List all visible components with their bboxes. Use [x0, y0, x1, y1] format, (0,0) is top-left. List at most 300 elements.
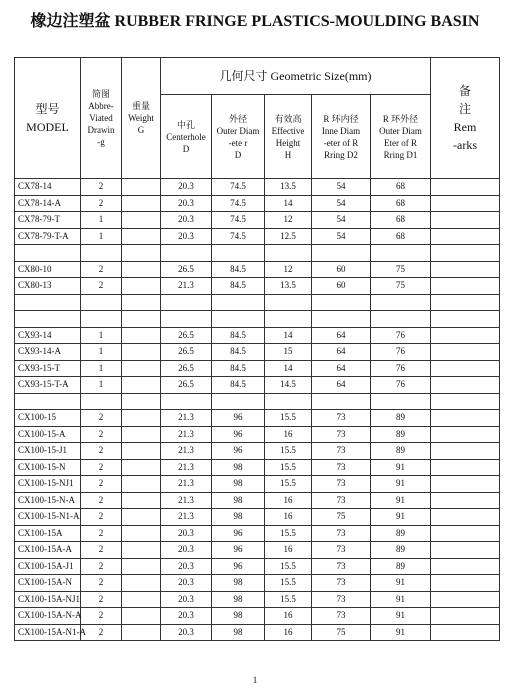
cell-center: [161, 294, 212, 311]
table-row: [15, 344, 500, 361]
cell-d1: 76: [371, 327, 431, 344]
cell-d2: 73: [312, 476, 371, 493]
cell-d2: 60: [312, 261, 371, 278]
header-outer-r-sym: Rring D1: [383, 149, 418, 160]
cell-center: 20.3: [161, 228, 212, 245]
cell-d1: 91: [371, 624, 431, 641]
cell-d2: 54: [312, 212, 371, 229]
cell-remarks: [431, 558, 500, 575]
table-row: [15, 542, 500, 559]
cell-d1: 89: [371, 410, 431, 427]
cell-d1: 68: [371, 212, 431, 229]
header-inner-r-cn: R 环内径: [323, 113, 359, 124]
cell-center: 20.3: [161, 608, 212, 625]
cell-outer: [212, 311, 265, 328]
cell-weight: [122, 212, 161, 229]
cell-d1: 91: [371, 591, 431, 608]
cell-d2: [312, 393, 371, 410]
cell-center: 26.5: [161, 377, 212, 394]
cell-weight: [122, 558, 161, 575]
header-remarks-cn-2: 注: [458, 102, 471, 116]
cell-height: 12: [265, 212, 312, 229]
cell-d2: 73: [312, 410, 371, 427]
table-row-blank: [15, 311, 500, 328]
cell-drawing: 2: [81, 459, 122, 476]
cell-d2: 73: [312, 492, 371, 509]
cell-remarks: [431, 228, 500, 245]
cell-remarks: [431, 311, 500, 328]
cell-model: CX100-15-N-A: [15, 492, 81, 509]
cell-model: CX100-15-N: [15, 459, 81, 476]
header-outer-r-cn: R 环外径: [382, 113, 419, 124]
cell-remarks: [431, 195, 500, 212]
table-row: [15, 575, 500, 592]
cell-outer: [212, 393, 265, 410]
cell-drawing: [81, 311, 122, 328]
cell-outer: 98: [212, 591, 265, 608]
header-drawing-cn: 简图: [91, 89, 110, 99]
table-row: [15, 459, 500, 476]
cell-remarks: [431, 344, 500, 361]
header-weight-cn: 重量: [131, 101, 150, 111]
cell-model: CX100-15-NJ1: [15, 476, 81, 493]
header-remarks: [431, 58, 500, 179]
cell-center: 21.3: [161, 426, 212, 443]
cell-drawing: 1: [81, 228, 122, 245]
cell-outer: 98: [212, 575, 265, 592]
cell-center: 21.3: [161, 492, 212, 509]
cell-weight: [122, 344, 161, 361]
table-body: [15, 179, 500, 641]
header-geometric-size: 几何尺寸 Geometric Size(mm): [161, 58, 431, 95]
cell-remarks: [431, 525, 500, 542]
cell-height: 12: [265, 261, 312, 278]
cell-weight: [122, 492, 161, 509]
header-centerhole-sym: D: [182, 143, 190, 154]
page-number: 1: [252, 675, 258, 685]
cell-center: 20.3: [161, 542, 212, 559]
header-drawing-en-1: Abbre-: [88, 101, 114, 111]
cell-model: CX100-15-J1: [15, 443, 81, 460]
table-row: [15, 377, 500, 394]
cell-height: 14: [265, 195, 312, 212]
table-row: [15, 360, 500, 377]
cell-center: [161, 311, 212, 328]
cell-remarks: [431, 591, 500, 608]
header-drawing: [81, 58, 122, 179]
table-row: [15, 509, 500, 526]
cell-d1: 68: [371, 228, 431, 245]
cell-height: 15: [265, 344, 312, 361]
cell-height: 16: [265, 624, 312, 641]
cell-d1: 91: [371, 459, 431, 476]
table-row: [15, 195, 500, 212]
cell-outer: 74.5: [212, 212, 265, 229]
cell-remarks: [431, 608, 500, 625]
header-height-sym: H: [284, 149, 292, 160]
table-row: [15, 278, 500, 295]
cell-model: [15, 245, 81, 262]
cell-drawing: 2: [81, 443, 122, 460]
cell-weight: [122, 509, 161, 526]
cell-height: 15.5: [265, 443, 312, 460]
header-drawing-en-3: Drawin: [87, 125, 115, 135]
header-outer-cn: 外径: [228, 113, 247, 124]
cell-d1: 89: [371, 558, 431, 575]
cell-remarks: [431, 294, 500, 311]
cell-height: 14.5: [265, 377, 312, 394]
cell-weight: [122, 179, 161, 196]
cell-d1: 89: [371, 542, 431, 559]
cell-center: 21.3: [161, 443, 212, 460]
cell-d2: 73: [312, 542, 371, 559]
cell-remarks: [431, 393, 500, 410]
cell-d2: 73: [312, 575, 371, 592]
cell-outer: 74.5: [212, 228, 265, 245]
cell-remarks: [431, 278, 500, 295]
table-row: [15, 443, 500, 460]
cell-drawing: 2: [81, 410, 122, 427]
cell-center: [161, 245, 212, 262]
cell-outer: 98: [212, 624, 265, 641]
cell-remarks: [431, 542, 500, 559]
cell-drawing: 2: [81, 476, 122, 493]
cell-model: CX100-15-N1-A: [15, 509, 81, 526]
cell-model: [15, 294, 81, 311]
cell-drawing: 2: [81, 261, 122, 278]
cell-outer: 84.5: [212, 360, 265, 377]
cell-remarks: [431, 509, 500, 526]
cell-height: [265, 294, 312, 311]
cell-remarks: [431, 575, 500, 592]
cell-d1: 68: [371, 179, 431, 196]
cell-outer: 98: [212, 509, 265, 526]
cell-d2: 73: [312, 558, 371, 575]
cell-weight: [122, 311, 161, 328]
cell-outer: 96: [212, 443, 265, 460]
cell-drawing: 2: [81, 558, 122, 575]
cell-drawing: 2: [81, 426, 122, 443]
cell-height: 13.5: [265, 179, 312, 196]
cell-remarks: [431, 410, 500, 427]
cell-weight: [122, 608, 161, 625]
spec-table: [14, 57, 500, 641]
table-row: [15, 410, 500, 427]
cell-weight: [122, 624, 161, 641]
cell-height: 16: [265, 542, 312, 559]
header-remarks-en-1: Rem: [453, 120, 477, 134]
cell-d2: 73: [312, 525, 371, 542]
header-weight-en-1: Weight: [128, 113, 154, 123]
cell-d2: 64: [312, 344, 371, 361]
cell-d2: 60: [312, 278, 371, 295]
header-weight-en-2: G: [137, 125, 145, 135]
cell-weight: [122, 228, 161, 245]
cell-drawing: 2: [81, 624, 122, 641]
table-row: [15, 591, 500, 608]
cell-model: CX93-15-T: [15, 360, 81, 377]
cell-d1: 75: [371, 278, 431, 295]
cell-d2: 73: [312, 591, 371, 608]
cell-weight: [122, 278, 161, 295]
cell-height: 15.5: [265, 558, 312, 575]
cell-drawing: 2: [81, 591, 122, 608]
cell-drawing: 1: [81, 377, 122, 394]
header-outer-diameter: [212, 95, 265, 179]
table-row-blank: [15, 393, 500, 410]
header-inner-r: [312, 95, 371, 179]
header-centerhole: [161, 95, 212, 179]
table-row: [15, 558, 500, 575]
cell-remarks: [431, 492, 500, 509]
cell-model: CX100-15A-N: [15, 575, 81, 592]
cell-outer: 74.5: [212, 195, 265, 212]
cell-center: 20.3: [161, 195, 212, 212]
header-effective-height: [265, 95, 312, 179]
cell-d1: 76: [371, 360, 431, 377]
header-model-cn: 型号: [35, 102, 60, 116]
cell-outer: 84.5: [212, 261, 265, 278]
table-row-blank: [15, 245, 500, 262]
cell-height: 16: [265, 509, 312, 526]
cell-model: CX100-15A-N1-A: [15, 624, 81, 641]
cell-d2: 75: [312, 624, 371, 641]
cell-remarks: [431, 377, 500, 394]
header-height-en-1: Effective: [271, 125, 305, 136]
cell-drawing: 2: [81, 525, 122, 542]
cell-outer: 84.5: [212, 327, 265, 344]
cell-center: 21.3: [161, 278, 212, 295]
cell-center: 20.3: [161, 575, 212, 592]
cell-d2: 64: [312, 360, 371, 377]
cell-d1: 91: [371, 492, 431, 509]
cell-d2: [312, 294, 371, 311]
table-row: [15, 327, 500, 344]
table-row: [15, 261, 500, 278]
cell-remarks: [431, 459, 500, 476]
cell-weight: [122, 476, 161, 493]
cell-height: 15.5: [265, 525, 312, 542]
cell-drawing: 1: [81, 360, 122, 377]
header-drawing-en-2: Viated: [89, 113, 113, 123]
cell-drawing: 2: [81, 509, 122, 526]
cell-outer: 84.5: [212, 278, 265, 295]
header-outer-r-en-1: Outer Diam: [379, 125, 422, 136]
cell-drawing: 2: [81, 195, 122, 212]
cell-d1: [371, 245, 431, 262]
header-centerhole-cn: 中孔: [176, 119, 195, 130]
cell-weight: [122, 360, 161, 377]
cell-remarks: [431, 245, 500, 262]
cell-weight: [122, 377, 161, 394]
cell-center: 20.3: [161, 591, 212, 608]
header-remarks-en-2: -arks: [453, 138, 477, 152]
cell-model: [15, 393, 81, 410]
cell-height: 15.5: [265, 575, 312, 592]
cell-height: [265, 393, 312, 410]
cell-model: CX93-14: [15, 327, 81, 344]
cell-model: CX100-15-A: [15, 426, 81, 443]
cell-center: 20.3: [161, 179, 212, 196]
cell-center: 26.5: [161, 261, 212, 278]
header-outer-en-1: Outer Diam: [216, 125, 260, 136]
cell-d1: 91: [371, 575, 431, 592]
table-row: [15, 476, 500, 493]
cell-d1: 91: [371, 476, 431, 493]
cell-drawing: 2: [81, 608, 122, 625]
cell-center: 20.3: [161, 212, 212, 229]
cell-d1: 76: [371, 377, 431, 394]
table-row: [15, 624, 500, 641]
cell-outer: 96: [212, 410, 265, 427]
header-height-en-2: Height: [275, 137, 301, 148]
cell-outer: 84.5: [212, 344, 265, 361]
header-model: [15, 58, 81, 179]
cell-outer: [212, 294, 265, 311]
cell-drawing: 1: [81, 344, 122, 361]
cell-weight: [122, 426, 161, 443]
table-row-blank: [15, 294, 500, 311]
cell-center: 26.5: [161, 360, 212, 377]
header-inner-r-sym: Rring D2: [324, 149, 358, 160]
cell-model: [15, 311, 81, 328]
cell-model: CX100-15A-NJ1: [15, 591, 81, 608]
table-row: [15, 179, 500, 196]
cell-outer: 74.5: [212, 179, 265, 196]
cell-height: 16: [265, 492, 312, 509]
cell-d1: 91: [371, 509, 431, 526]
header-height-cn: 有效高: [274, 113, 302, 124]
cell-height: 13.5: [265, 278, 312, 295]
cell-d2: 54: [312, 228, 371, 245]
cell-weight: [122, 245, 161, 262]
cell-weight: [122, 294, 161, 311]
cell-d2: 64: [312, 327, 371, 344]
cell-outer: 96: [212, 542, 265, 559]
header-weight: [122, 58, 161, 179]
cell-model: CX100-15: [15, 410, 81, 427]
cell-d2: 75: [312, 509, 371, 526]
cell-center: 26.5: [161, 327, 212, 344]
cell-center: 21.3: [161, 476, 212, 493]
cell-model: CX80-13: [15, 278, 81, 295]
cell-height: 16: [265, 608, 312, 625]
cell-d1: 75: [371, 261, 431, 278]
cell-remarks: [431, 476, 500, 493]
cell-weight: [122, 261, 161, 278]
cell-height: 15.5: [265, 410, 312, 427]
table-row: [15, 212, 500, 229]
cell-weight: [122, 195, 161, 212]
header-inner-r-en-2: -eter of R: [323, 137, 359, 148]
cell-model: CX100-15A-A: [15, 542, 81, 559]
header-inner-r-en-1: Inne Diam: [321, 125, 361, 136]
cell-weight: [122, 542, 161, 559]
cell-d2: 73: [312, 443, 371, 460]
cell-model: CX78-14-A: [15, 195, 81, 212]
cell-drawing: 2: [81, 278, 122, 295]
cell-weight: [122, 525, 161, 542]
cell-d1: 68: [371, 195, 431, 212]
cell-height: 14: [265, 327, 312, 344]
cell-model: CX100-15A: [15, 525, 81, 542]
header-outer-en-2: -ete r: [228, 137, 248, 148]
cell-weight: [122, 575, 161, 592]
cell-center: 26.5: [161, 344, 212, 361]
cell-drawing: 2: [81, 542, 122, 559]
cell-center: 21.3: [161, 459, 212, 476]
cell-outer: 98: [212, 459, 265, 476]
table-row: [15, 492, 500, 509]
cell-remarks: [431, 360, 500, 377]
header-centerhole-en: Centerhole: [166, 131, 206, 142]
page-title: 橡边注塑盆 RUBBER FRINGE PLASTICS-MOULDING BASIN: [30, 13, 480, 30]
cell-drawing: [81, 294, 122, 311]
header-drawing-en-4: -g: [97, 137, 105, 147]
cell-remarks: [431, 327, 500, 344]
cell-height: 15.5: [265, 476, 312, 493]
cell-outer: 98: [212, 492, 265, 509]
table-row: [15, 228, 500, 245]
cell-d1: 91: [371, 608, 431, 625]
cell-model: CX80-10: [15, 261, 81, 278]
cell-weight: [122, 459, 161, 476]
table-row: [15, 426, 500, 443]
cell-remarks: [431, 212, 500, 229]
cell-d2: 54: [312, 195, 371, 212]
cell-drawing: 1: [81, 212, 122, 229]
cell-remarks: [431, 443, 500, 460]
cell-drawing: 2: [81, 179, 122, 196]
cell-d2: 73: [312, 608, 371, 625]
table-row: [15, 608, 500, 625]
cell-outer: [212, 245, 265, 262]
cell-model: CX100-15A-N-A: [15, 608, 81, 625]
cell-height: 14: [265, 360, 312, 377]
cell-model: CX78-79-T-A: [15, 228, 81, 245]
cell-d2: 54: [312, 179, 371, 196]
cell-remarks: [431, 624, 500, 641]
cell-d1: 89: [371, 426, 431, 443]
cell-d1: [371, 311, 431, 328]
cell-center: 20.3: [161, 624, 212, 641]
cell-outer: 96: [212, 426, 265, 443]
cell-d2: [312, 245, 371, 262]
cell-model: CX93-14-A: [15, 344, 81, 361]
cell-height: 12.5: [265, 228, 312, 245]
cell-height: 15.5: [265, 591, 312, 608]
cell-d1: 89: [371, 443, 431, 460]
cell-model: CX78-14: [15, 179, 81, 196]
cell-d2: 64: [312, 377, 371, 394]
cell-d2: 73: [312, 459, 371, 476]
cell-weight: [122, 443, 161, 460]
cell-model: CX100-15A-J1: [15, 558, 81, 575]
cell-center: [161, 393, 212, 410]
cell-outer: 98: [212, 608, 265, 625]
cell-weight: [122, 327, 161, 344]
cell-height: 16: [265, 426, 312, 443]
cell-model: CX93-15-T-A: [15, 377, 81, 394]
header-remarks-cn-1: 备: [458, 84, 471, 98]
cell-d1: 89: [371, 525, 431, 542]
header-outer-r-en-2: Eter of R: [384, 137, 417, 148]
header-model-en: MODEL: [26, 120, 69, 134]
cell-d2: 73: [312, 426, 371, 443]
cell-weight: [122, 393, 161, 410]
table-row: [15, 525, 500, 542]
header-outer-sym: D: [234, 149, 242, 160]
